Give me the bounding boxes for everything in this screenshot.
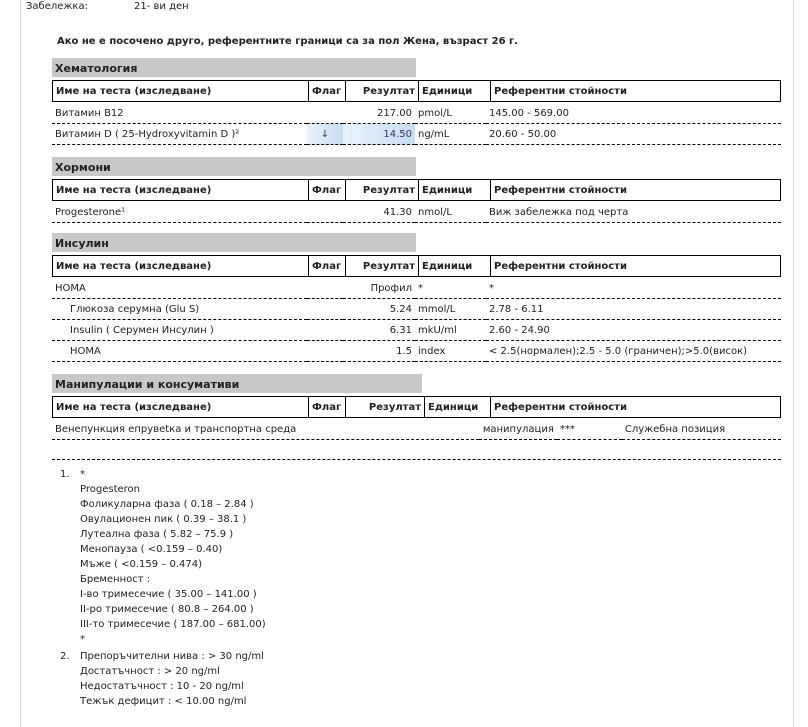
col-reference: Референтни стойности — [491, 256, 781, 277]
section-title-hematology: Хематология — [52, 58, 416, 77]
footnote-line: Мъже ( <0.159 – 0.474) — [80, 559, 203, 570]
footnote-line: Фоликуларна фаза ( 0.18 – 2.84 ) — [80, 499, 254, 510]
col-flag: Флаг — [309, 180, 346, 201]
section-title-manipulations: Манипулации и консумативи — [52, 374, 422, 393]
test-reference: Служебна позиция — [622, 419, 781, 440]
col-name: Име на теста (изследване) — [53, 256, 309, 277]
footnote-number: 1. — [60, 469, 70, 480]
low-flag-icon: ↓ — [307, 124, 343, 145]
test-reference: 145.00 - 569.00 — [486, 103, 781, 124]
col-reference: Референтни стойности — [491, 180, 781, 201]
test-reference: Виж забележка под черта — [486, 202, 781, 223]
table-row — [52, 419, 781, 440]
col-name: Име на теста (изследване) — [53, 180, 309, 201]
footnote-number: 2. — [60, 651, 70, 662]
test-result: 41.30 — [343, 202, 415, 223]
col-flag: Флаг — [309, 256, 346, 277]
test-units: mkU/ml — [415, 320, 486, 341]
footnote-line: Лутеална фаза ( 5.82 – 75.9 ) — [80, 529, 234, 540]
footnote-line: Менопауза ( <0.159 – 0.40) — [80, 544, 223, 555]
test-units: *** — [557, 419, 622, 440]
test-name: Витамин D ( 25-Hydroxyvitamin D )² — [52, 124, 307, 145]
rows-manipulations — [52, 419, 781, 440]
test-units: mmol/L — [415, 299, 486, 320]
col-name: Име на теста (изследване) — [53, 397, 309, 418]
footnote-divider — [52, 459, 781, 460]
test-units: ng/mL — [415, 124, 486, 145]
table-header-hormones — [52, 179, 781, 201]
test-flag — [307, 299, 343, 320]
footnote-line: Тежък дефицит : < 10.00 ng/ml — [80, 696, 247, 707]
section-title-insulin: Инсулин — [52, 233, 416, 252]
test-flag — [307, 278, 343, 299]
note-label: Забележка: — [26, 1, 88, 12]
test-name: Витамин B12 — [52, 103, 307, 124]
test-name: HOMA — [52, 278, 307, 299]
footnote-2 — [60, 649, 360, 709]
test-flag — [307, 103, 343, 124]
col-result: Резултат — [346, 256, 419, 277]
test-name: Глюкоза серумна (Glu S) — [52, 299, 307, 320]
section-title-hormones: Хормони — [52, 157, 416, 176]
test-units: * — [415, 278, 486, 299]
table-row — [52, 103, 781, 124]
col-units: Единици — [419, 180, 491, 201]
footnote-line: Progesteron — [80, 484, 140, 495]
footnote-body — [80, 649, 264, 709]
test-units: pmol/L — [415, 103, 486, 124]
rows-hematology — [52, 103, 781, 145]
test-units: nmol/L — [415, 202, 486, 223]
col-reference: Референтни стойности — [491, 81, 781, 102]
table-header-manipulations — [52, 396, 781, 418]
col-result: Резултат — [346, 81, 419, 102]
table-row — [52, 278, 781, 299]
test-result: Профил — [343, 278, 415, 299]
footnote-line: Достатъчност : > 20 ng/ml — [80, 666, 220, 677]
test-result: 5.24 — [343, 299, 415, 320]
test-result: 14.50 — [343, 124, 415, 145]
footnote-body — [80, 467, 266, 647]
footnote-line: II-ро тримесечие ( 80.8 – 264.00 ) — [80, 604, 254, 615]
table-header-insulin — [52, 255, 781, 277]
col-reference: Референтни стойности — [491, 397, 781, 418]
test-flag — [307, 341, 343, 362]
table-row — [52, 202, 781, 223]
footnote-1 — [60, 467, 360, 647]
footnote-line: * — [80, 469, 85, 480]
table-row — [52, 341, 781, 362]
col-result: Резултат — [346, 397, 425, 418]
col-units: Единици — [419, 81, 491, 102]
rows-hormones — [52, 202, 781, 223]
test-result: 217.00 — [343, 103, 415, 124]
table-row — [52, 124, 781, 145]
col-units: Единици — [419, 256, 491, 277]
footnote-line: * — [80, 634, 85, 645]
test-flag — [307, 202, 343, 223]
test-units: index — [415, 341, 486, 362]
table-row — [52, 299, 781, 320]
footnote-line: III-то тримесечие ( 187.00 – 681.00) — [80, 619, 266, 630]
test-reference: 20.60 - 50.00 — [486, 124, 781, 145]
footnote-line: Бременност : — [80, 574, 151, 585]
rows-insulin — [52, 278, 781, 362]
footnote-line: Овулационен пик ( 0.39 – 38.1 ) — [80, 514, 247, 525]
test-result: манипулация — [479, 419, 557, 440]
col-name: Име на теста (изследване) — [53, 81, 309, 102]
test-name: Венепункция епрувеtка и транспортна среда — [52, 419, 479, 440]
footnote-line: I-во тримесечие ( 35.00 – 141.00 ) — [80, 589, 257, 600]
reference-note: Ако не е посочено друго, референтните граници са за пол Жена, възраст 26 г. — [57, 36, 519, 47]
footnote-line: Препоръчителни нива : > 30 ng/ml — [80, 651, 264, 662]
test-reference: 2.60 - 24.90 — [486, 320, 781, 341]
table-header-hematology — [52, 80, 781, 102]
test-name: Insulin ( Серумен Инсулин ) — [52, 320, 307, 341]
test-reference: * — [486, 278, 781, 299]
test-name: HOMA — [52, 341, 307, 362]
test-flag — [307, 320, 343, 341]
test-name: Progesterone¹ — [52, 202, 307, 223]
test-reference: < 2.5(нормален);2.5 - 5.0 (граничен);>5.0(висок) — [486, 341, 781, 362]
footnote-line: Недостатъчност : 10 - 20 ng/ml — [80, 681, 244, 692]
col-flag: Флаг — [309, 397, 346, 418]
col-flag: Флаг — [309, 81, 346, 102]
col-units: Единици — [425, 397, 491, 418]
col-result: Резултат — [346, 180, 419, 201]
note-value: 21- ви ден — [134, 1, 189, 12]
table-row — [52, 320, 781, 341]
test-result: 1.5 — [343, 341, 415, 362]
test-result: 6.31 — [343, 320, 415, 341]
test-reference: 2.78 - 6.11 — [486, 299, 781, 320]
